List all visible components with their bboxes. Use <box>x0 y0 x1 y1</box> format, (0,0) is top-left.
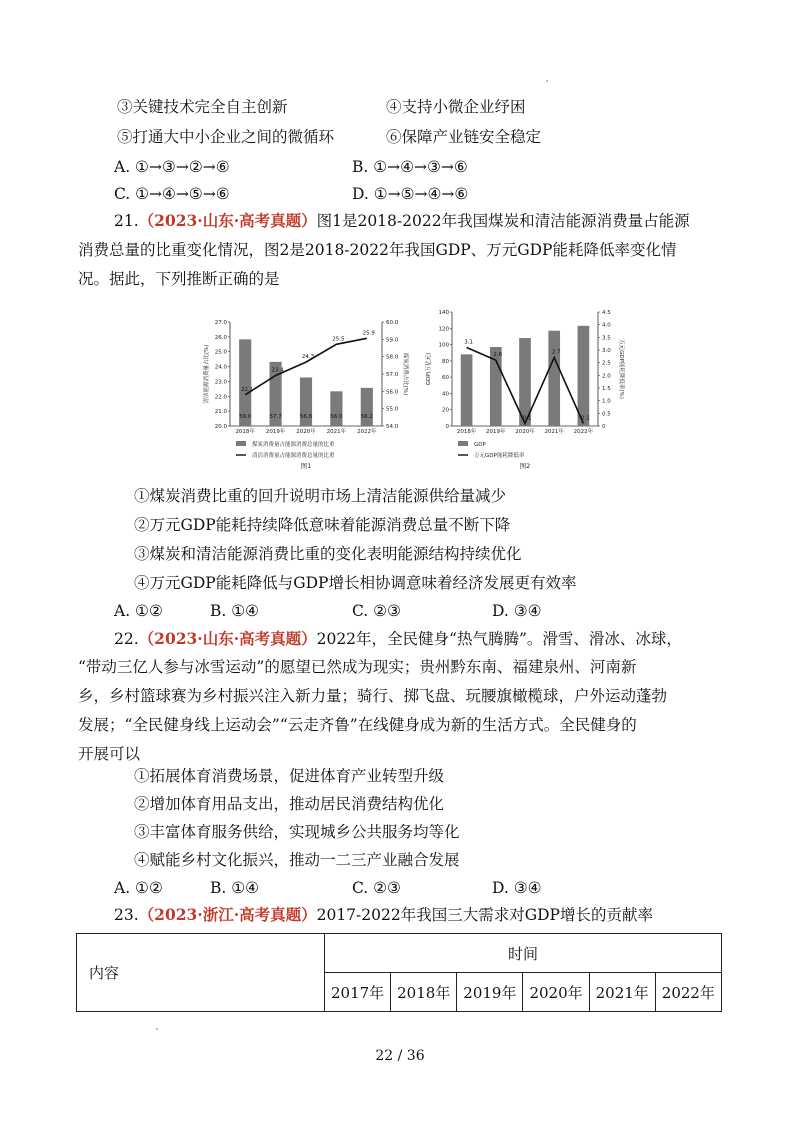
y-axis-title-left: 清洁能源消费量占比(%) <box>204 344 210 404</box>
stem-text: 图1是2018-2022年我国煤炭和清洁能源消费量占能源 <box>316 212 690 230</box>
q22-stem-line-2: “带动三亿人参与冰雪运动”的愿望已然成为现实；贵州黔东南、福建泉州、河南新 <box>78 658 637 676</box>
x-tick-label: 2022年 <box>357 429 377 435</box>
stem-text: 2022年，全民健身“热气腾腾”。滑雪、滑冰、冰球， <box>316 630 682 648</box>
x-tick-label: 2018年 <box>235 429 255 435</box>
y-tick-label-right: 0 <box>602 424 606 430</box>
y-tick-label-left: 60 <box>442 375 449 382</box>
point-value-label: 23.4 <box>271 367 284 374</box>
q20-option-c: C. ①→④→⑤→⑥ <box>114 185 230 203</box>
x-tick-label: 2019年 <box>486 429 506 435</box>
y-tick-label-right: 4.5 <box>602 310 611 316</box>
x-tick-label: 2020年 <box>296 429 316 435</box>
q22-statement-3: ③丰富体育服务供给，实现城乡公共服务均等化 <box>134 823 460 841</box>
q21-stem-line-3: 况。据此，下列推断正确的是 <box>78 270 280 288</box>
q20-option-a: A. ①→③→②→⑥ <box>114 158 230 176</box>
y-tick-label-right: 56.0 <box>386 389 399 396</box>
bar <box>461 354 473 426</box>
question-number: 21. <box>114 212 139 230</box>
q21-option-c: C. ②③ <box>352 602 401 620</box>
x-tick-label: 2018年 <box>456 429 477 435</box>
y-tick-label-right: 2.5 <box>602 360 611 367</box>
q22-option-d: D. ③④ <box>492 879 542 897</box>
y-tick-label-right: 55.0 <box>386 406 399 413</box>
legend-bar-swatch <box>458 441 468 446</box>
q22-option-a: A. ①② <box>114 879 163 897</box>
y-tick-label-right: 57.0 <box>386 372 399 378</box>
q20-item-3: ③关键技术完全自主创新 <box>117 98 288 116</box>
source-tag: （2023·山东·高考真题） <box>138 211 317 230</box>
scan-mark <box>546 80 548 82</box>
q22-statement-1: ①拓展体育消费场景，促进体育产业转型升级 <box>134 767 445 785</box>
point-value-label: 0.1 <box>522 415 532 422</box>
bar <box>239 339 254 426</box>
q23-stem-line-1 <box>114 904 653 926</box>
table-year-cell: 2020年 <box>523 973 589 1012</box>
y-tick-label-left: 27.0 <box>214 320 227 326</box>
q22-statement-4: ④赋能乡村文化振兴，推动一二三产业融合发展 <box>134 851 460 869</box>
table-year-cell: 2022年 <box>655 973 721 1012</box>
y-axis-title-right: 煤炭消费占比(%) <box>402 352 408 396</box>
y-tick-label-left: 20 <box>442 407 449 414</box>
point-value-label: 0.1 <box>581 415 590 422</box>
y-tick-label-right: 0.5 <box>602 411 611 418</box>
y-tick-label-left: 26.0 <box>214 334 227 341</box>
y-tick-label-right: 54.0 <box>386 424 399 430</box>
bar-value-label: 56.8 <box>299 414 313 420</box>
table-year-cell: 2019年 <box>457 973 523 1012</box>
y-tick-label-left: 25.0 <box>214 349 227 356</box>
table-row-header: 内容 <box>77 934 325 1012</box>
x-tick-label: 2019年 <box>265 429 286 435</box>
y-tick-label-right: 3.0 <box>602 348 611 354</box>
page-number: 22 / 36 <box>375 1048 425 1064</box>
y-tick-label-right: 1.0 <box>602 398 611 405</box>
y-tick-label-left: 0 <box>445 424 449 430</box>
legend-bar-label: GDP <box>474 442 486 448</box>
y-tick-label-right: 1.5 <box>602 386 611 392</box>
stem-text: 2017-2022年我国三大需求对GDP增长的贡献率 <box>316 906 653 924</box>
q21-statement-3: ③煤炭和清洁能源消费比重的变化表明能源结构持续优化 <box>134 545 522 563</box>
legend-bar-swatch <box>236 441 246 446</box>
y-tick-label-right: 59.0 <box>386 337 399 344</box>
q21-statement-4: ④万元GDP能耗降低与GDP增长相协调意味着经济发展更有效率 <box>134 574 577 592</box>
q22-option-c: C. ②③ <box>352 879 401 897</box>
bar <box>578 326 590 426</box>
y-tick-label-right: 4.0 <box>602 322 611 329</box>
q20-item-5: ⑤打通大中小企业之间的微循环 <box>117 128 335 146</box>
y-tick-label-right: 3.5 <box>602 335 611 342</box>
question-number: 23. <box>114 906 139 924</box>
q21-stem-line-1 <box>114 210 690 232</box>
q22-stem-line-1 <box>114 628 682 650</box>
y-tick-label-left: 22.0 <box>214 394 227 401</box>
gdp-contribution-table <box>76 933 722 1012</box>
q21-statement-2: ②万元GDP能耗持续降低意味着能源消费总量不断下降 <box>134 516 511 534</box>
q20-item-4: ④支持小微企业纾困 <box>386 98 526 116</box>
point-value-label: 24.3 <box>301 354 315 361</box>
bar <box>361 388 373 426</box>
x-tick-label: 2021年 <box>544 429 564 435</box>
bar-value-label: 57.7 <box>269 414 282 420</box>
legend-bar-label: 煤炭消费量占能源消费总量的比重 <box>252 442 335 448</box>
y-axis-title-right: 万元GDP能耗降低率(%) <box>618 339 624 399</box>
x-tick-label: 2020年 <box>515 429 535 435</box>
y-tick-label-left: 23.0 <box>214 379 227 386</box>
bar-value-label: 56.2 <box>360 414 373 420</box>
legend-line-label: 清洁消费量占能源消费总量的比重 <box>252 453 335 459</box>
figure-1-chart <box>196 296 426 482</box>
source-tag: （2023·山东·高考真题） <box>138 629 317 648</box>
point-value-label: 2.7 <box>551 349 561 356</box>
bar-value-label: 59.0 <box>239 414 252 420</box>
q20-option-b: B. ①→④→③→⑥ <box>352 158 468 176</box>
q22-stem-line-4: 发展；“全民健身线上运动会”“云走齐鲁”在线健身成为新的生活方式。全民健身的 <box>78 716 637 734</box>
y-axis-title-left: GDP(万亿元) <box>426 352 432 386</box>
bar <box>330 391 342 426</box>
bar <box>548 331 560 426</box>
table-year-cell: 2021年 <box>589 973 655 1012</box>
y-tick-label-left: 140 <box>438 310 449 316</box>
q22-statement-2: ②增加体育用品支出，推动居民消费结构优化 <box>134 795 445 813</box>
source-tag: （2023·浙江·高考真题） <box>138 905 317 924</box>
q21-option-b: B. ①④ <box>210 602 260 620</box>
legend-line-label: 万元GDP能耗降低率 <box>474 453 525 459</box>
bar-value-label: 56.0 <box>330 414 343 420</box>
point-value-label: 25.9 <box>362 330 375 337</box>
point-value-label: 3.1 <box>464 339 473 346</box>
scan-mark <box>156 1028 158 1030</box>
figure-2-chart <box>424 290 640 482</box>
figure-caption: 图1 <box>300 462 312 470</box>
question-number: 22. <box>114 630 139 648</box>
q21-stem-line-2: 消费总量的比重变化情况，图2是2018-2022年我国GDP、万元GDP能耗降低率变化情 <box>78 241 677 259</box>
y-tick-label-left: 80 <box>442 358 449 365</box>
q21-statement-1: ①煤炭消费比重的回升说明市场上清洁能源供给量减少 <box>134 487 507 505</box>
point-value-label: 2.6 <box>493 352 503 359</box>
y-tick-label-left: 21.0 <box>214 409 227 416</box>
figure-caption: 图2 <box>519 462 531 470</box>
y-tick-label-left: 120 <box>438 326 449 333</box>
point-value-label: 22.1 <box>241 386 254 393</box>
y-tick-label-left: 20.0 <box>214 424 227 430</box>
x-tick-label: 2021年 <box>326 429 347 435</box>
q21-option-a: A. ①② <box>114 602 163 620</box>
q21-option-d: D. ③④ <box>492 602 542 620</box>
point-value-label: 25.5 <box>332 336 345 343</box>
y-tick-label-left: 24.0 <box>214 364 227 371</box>
y-tick-label-left: 40 <box>442 391 449 398</box>
table-group-header: 时间 <box>325 934 722 973</box>
table-year-cell: 2017年 <box>325 973 391 1012</box>
q20-item-6: ⑥保障产业链安全稳定 <box>386 128 542 146</box>
y-tick-label-right: 58.0 <box>386 354 399 361</box>
q22-option-b: B. ①④ <box>210 879 260 897</box>
x-tick-label: 2022年 <box>573 429 594 435</box>
y-tick-label-right: 2.0 <box>602 373 611 380</box>
y-tick-label-left: 100 <box>438 342 449 349</box>
q22-stem-line-3: 乡，乡村篮球赛为乡村振兴注入新力量；骑行、掷飞盘、玩腰旗橄榄球，户外运动蓬勃 <box>78 687 668 705</box>
y-tick-label-right: 60.0 <box>386 320 399 326</box>
q22-stem-line-5: 开展可以 <box>78 745 141 763</box>
q20-option-d: D. ①→⑤→④→⑥ <box>352 185 469 203</box>
table-year-cell: 2018年 <box>391 973 457 1012</box>
